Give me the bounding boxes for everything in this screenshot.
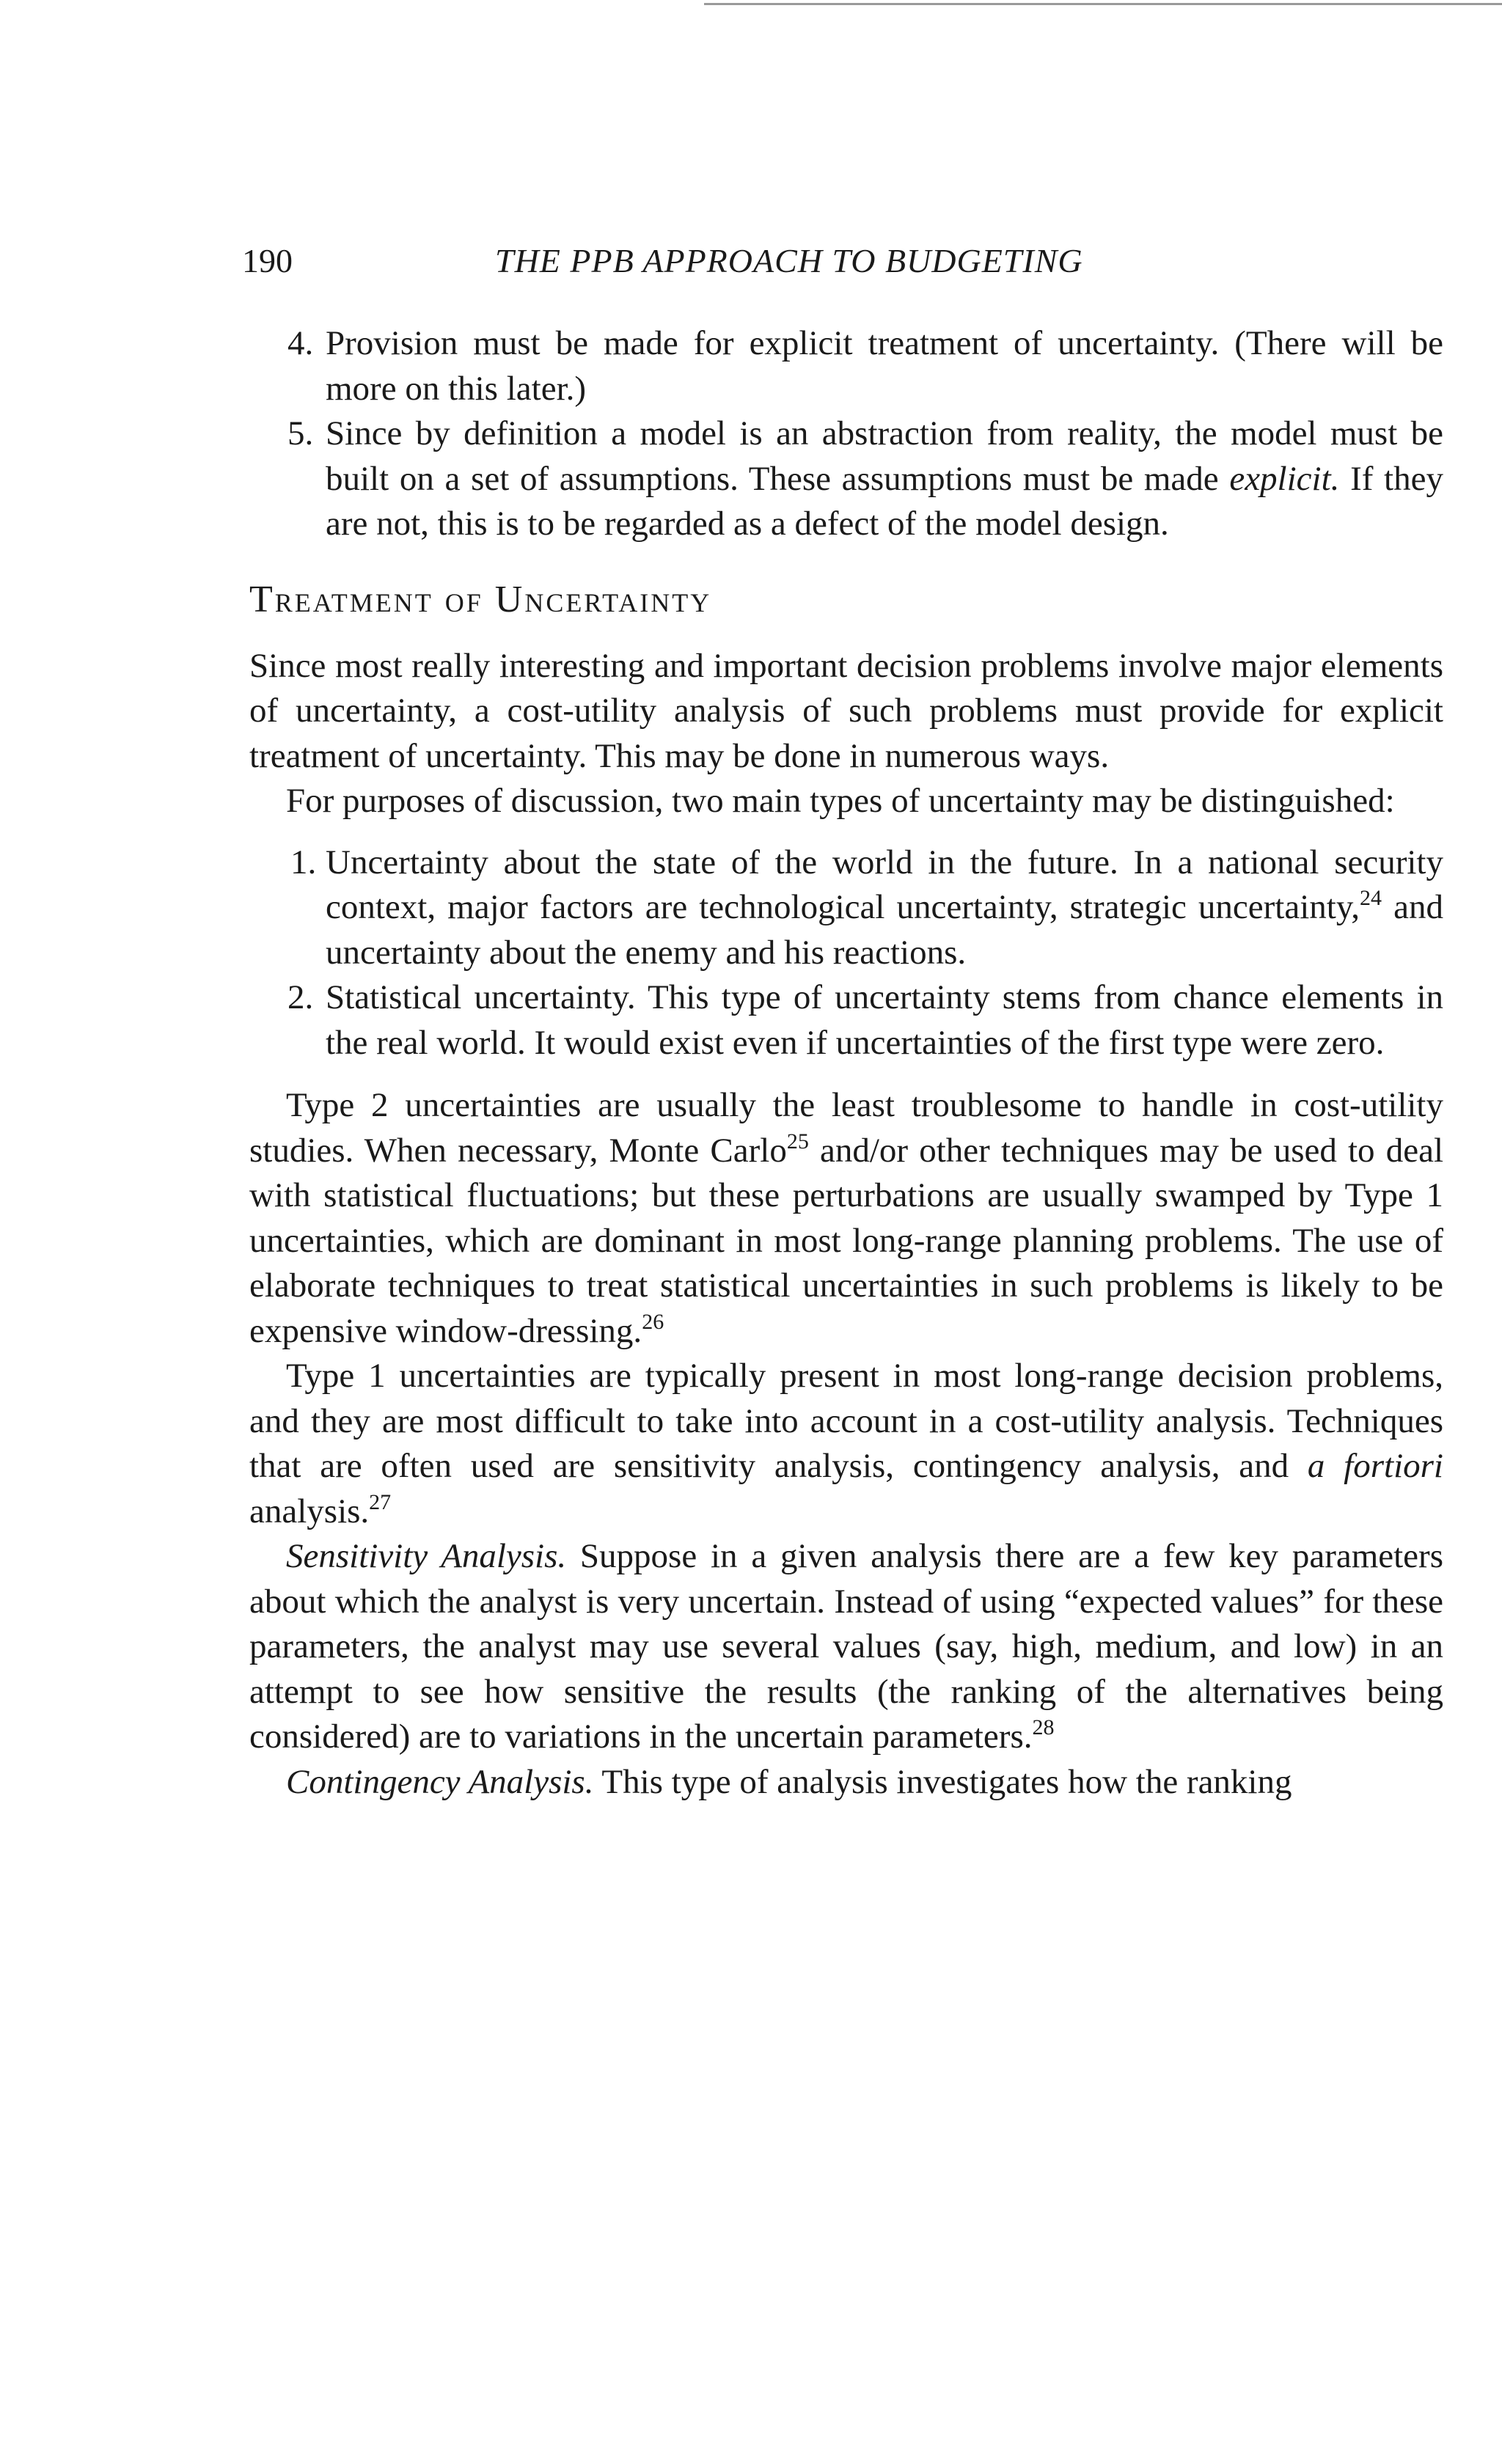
list-number: 2. (287, 978, 314, 1016)
type2-paragraph (249, 1083, 1443, 1354)
paragraph-text: This type of analysis investigates how the ranking (593, 1762, 1292, 1801)
footnote-ref: 25 (786, 1129, 809, 1154)
list-item-4 (287, 321, 1443, 411)
scan-edge-rule (704, 3, 1502, 5)
list-number: 4. (287, 324, 314, 362)
list-text-cont: If they are not, this is to be regarded as a defect of the model design. (326, 459, 1443, 543)
paragraph-text: and/or other techniques may be used to deal with statistical fluctuations; but these perturbations are usually swamped by Type 1 uncertainties, which are dominant in most long-range planning problems. The use of elaborate techniques to treat statistical uncertainties in such problems is likely to be expensive window-dressing. (249, 1131, 1443, 1350)
page-number: 190 (242, 242, 293, 279)
running-head (242, 239, 1269, 283)
list-item-1 (290, 840, 1443, 976)
section-heading (249, 576, 1443, 623)
book-title: THE PPB APPROACH TO BUDGETING (495, 242, 1083, 279)
section-heading-text: Treatment of Uncertainty (249, 578, 712, 620)
run-in-heading: Sensitivity Analysis. (286, 1537, 567, 1575)
paragraph-text: Type 1 uncertainties are typically present in most long-range decision problems, and they are most difficult to take into account in a cost-utility analysis. Techniques that are often used are sensitivity analysis, contingency analysis, and (249, 1357, 1443, 1485)
list-number: 5. (287, 414, 314, 452)
sensitivity-paragraph (249, 1534, 1443, 1760)
run-in-heading: Contingency Analysis. (286, 1762, 594, 1801)
list-text: Since by definition a model is an abstraction from reality, the model must be built on a set of assumptions. These assumptions must be made (326, 414, 1443, 498)
type1-paragraph (249, 1354, 1443, 1534)
purpose-paragraph: For purposes of discussion, two main types of uncertainty may be distinguished: (286, 782, 1395, 820)
list-item-5 (287, 411, 1443, 547)
contingency-paragraph (249, 1760, 1443, 1805)
paragraph-text: analysis. (249, 1492, 370, 1530)
emphasis-explicit: explicit. (1229, 459, 1340, 498)
footnote-ref: 28 (1032, 1715, 1055, 1739)
footnote-ref: 24 (1360, 886, 1382, 910)
paragraph-text: Suppose in a given analysis there are a few key parameters about which the analyst is very uncertain. Instead of using “expected values” for these parameters, the analyst may use several values (say, high, medium, and low) in an attempt to see how sensitive the results (the ranking of the alternatives being considered) are to variations in the uncertain parameters. (249, 1537, 1443, 1756)
list-text: Provision must be made for explicit treatment of uncertainty. (There will be more on this later.) (326, 324, 1443, 408)
footnote-ref: 27 (369, 1489, 392, 1514)
body-text (0, 321, 1502, 1805)
list-text: Uncertainty about the state of the world in the future. In a national security context, major factors are technological uncertainty, strategic uncertainty, (326, 843, 1443, 926)
list-text: Statistical uncertainty. This type of uncertainty stems from chance elements in the real world. It would exist even if uncertainties of the first type were zero. (326, 978, 1443, 1062)
paragraph-text: Type 2 uncertainties are usually the least troublesome to handle in cost-utility studies. When necessary, Monte Carlo (249, 1086, 1443, 1170)
list-text-cont: and uncertainty about the enemy and his reactions. (326, 888, 1443, 972)
emphasis-a-fortiori: a fortiori (1307, 1447, 1443, 1485)
list-number: 1. (290, 843, 317, 881)
footnote-ref: 26 (642, 1309, 664, 1334)
list-item-2 (287, 975, 1443, 1066)
intro-paragraph: Since most really interesting and important decision problems involve major elements of uncertainty, a cost-utility analysis of such problems must provide for explicit treatment of uncertainty. This may be done in numerous ways. (249, 646, 1443, 775)
